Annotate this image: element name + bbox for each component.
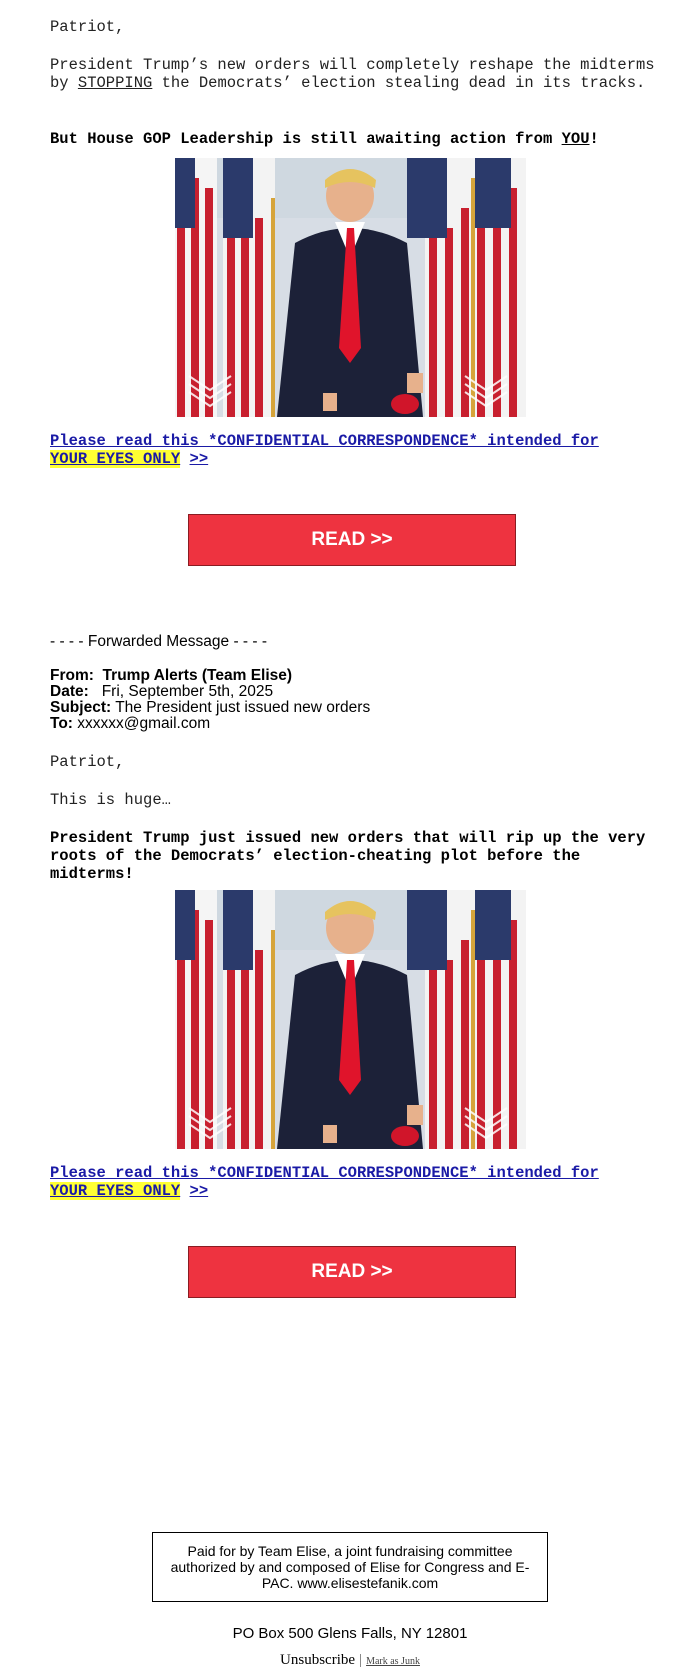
trump-photo[interactable] <box>175 158 526 417</box>
mark-as-junk-link[interactable]: Mark as Junk <box>366 1656 420 1667</box>
confidential-link[interactable]: Please read this *CONFIDENTIAL CORRESPONDENCE* intended for YOUR EYES ONLY >> <box>50 432 599 468</box>
date-line: Date: Fri, September 5th, 2025 <box>50 683 274 700</box>
greeting-2: Patriot, <box>50 753 125 771</box>
orders-paragraph: President Trump just issued new orders that will rip up the very roots of the Democrats’ election-cheating plot before the midterms! <box>50 829 646 883</box>
greeting: Patriot, <box>50 18 125 36</box>
unsubscribe-separator: | <box>359 1652 363 1668</box>
trump-photo-illustration <box>175 158 526 417</box>
leadership-paragraph: But House GOP Leadership is still awaiting action from YOU! <box>50 130 599 148</box>
unsubscribe-link[interactable]: Unsubscribe <box>280 1652 356 1668</box>
paid-for-disclaimer: Paid for by Team Elise, a joint fundraising committee authorized by and composed of Elise for Congress and E-PAC. www.elisestefanik.com <box>152 1532 548 1602</box>
your-eyes-only-highlight[interactable]: YOUR EYES ONLY <box>50 450 181 468</box>
subject-line: Subject: The President just issued new orders <box>50 699 371 716</box>
intro-paragraph: President Trump’s new orders will completely reshape the midterms by STOPPING the Democrats’ election stealing dead in its tracks. <box>50 56 655 92</box>
trump-photo-2[interactable] <box>175 890 526 1149</box>
this-is-huge: This is huge… <box>50 791 171 809</box>
stopping-emphasis: STOPPING <box>77 74 153 92</box>
postal-address: PO Box 500 Glens Falls, NY 12801 <box>232 1625 468 1642</box>
read-button[interactable]: READ >> <box>188 514 516 566</box>
unsubscribe-row <box>0 1651 700 1669</box>
your-eyes-only-highlight-2[interactable]: YOUR EYES ONLY <box>50 1182 181 1200</box>
to-line: To: xxxxxx@gmail.com <box>50 715 211 732</box>
read-button-2[interactable]: READ >> <box>188 1246 516 1298</box>
confidential-link-2[interactable]: Please read this *CONFIDENTIAL CORRESPONDENCE* intended for YOUR EYES ONLY >> <box>50 1164 599 1200</box>
from-line: From: Trump Alerts (Team Elise) <box>50 667 293 684</box>
trump-photo-2-illustration <box>175 890 526 1149</box>
you-emphasis: YOU <box>561 130 590 148</box>
forwarded-separator: - - - - Forwarded Message - - - - <box>50 633 268 650</box>
